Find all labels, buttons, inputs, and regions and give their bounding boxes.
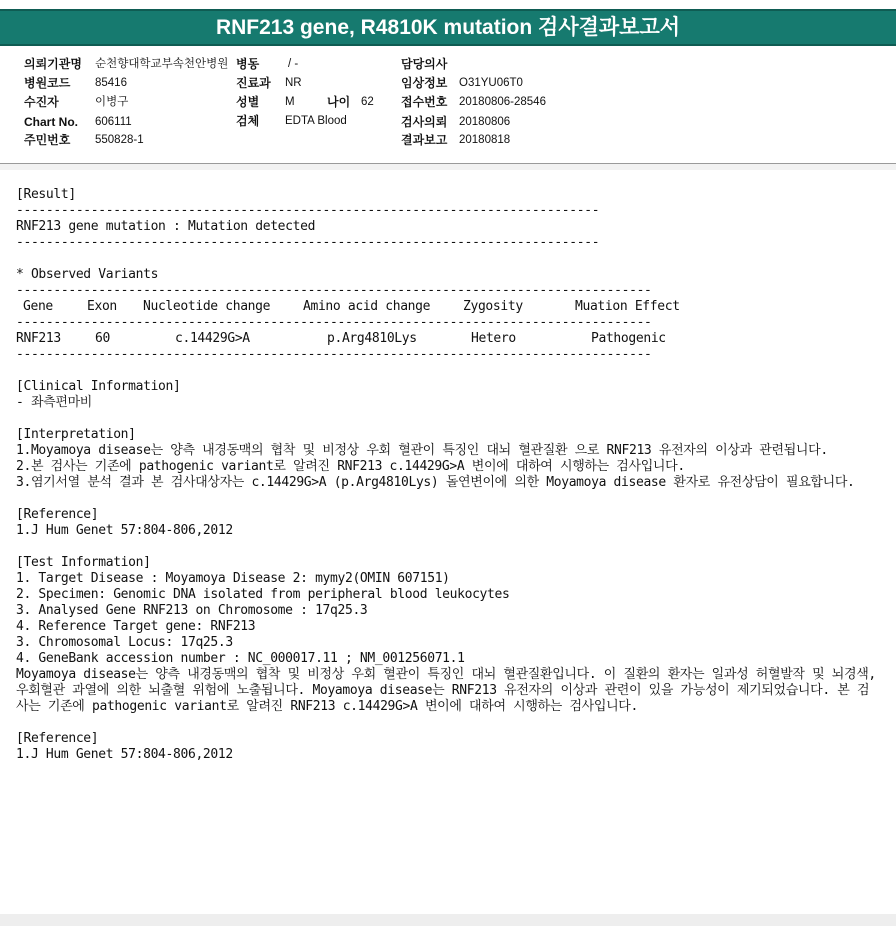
report-header — [0, 52, 896, 164]
dash-rule: ------------------------------------------------------------------------------ — [16, 235, 600, 250]
sex-value: M — [285, 96, 295, 108]
variants-heading: * Observed Variants — [16, 267, 159, 282]
interpretation-item: 2.본 검사는 기존에 pathogenic variant로 알려진 RNF213 c.14429G>A 변이에 대하여 시행하는 검사입니다. — [16, 459, 685, 474]
chart-no-label: Chart No. — [24, 115, 78, 129]
report-body — [16, 187, 876, 763]
test-info-item: 4. GeneBank accession number : NC_000017.11 ; NM_001256071.1 — [16, 651, 465, 666]
patient-value: 이병구 — [95, 96, 129, 108]
dash-rule: ------------------------------------------------------------------------------------- — [16, 283, 652, 298]
table-row — [16, 331, 876, 347]
cell-zygosity: Hetero — [471, 331, 516, 346]
col-zygosity: Zygosity — [463, 299, 523, 314]
result-line: RNF213 gene mutation : Mutation detected — [16, 219, 316, 234]
reference-heading: [Reference] — [16, 731, 99, 746]
result-report-value: 20180818 — [459, 134, 511, 146]
department-value: NR — [285, 77, 302, 89]
cell-nucleotide: c.14429G>A — [175, 331, 250, 346]
clinical-text: - 좌측편마비 — [16, 395, 92, 410]
header-shade — [0, 164, 896, 170]
cell-amino-acid: p.Arg4810Lys — [327, 331, 417, 346]
specimen-label: 검체 — [236, 114, 260, 128]
dash-rule: ------------------------------------------------------------------------------------- — [16, 347, 652, 362]
reference-item: 1.J Hum Genet 57:804-806,2012 — [16, 523, 233, 538]
requesting-org-label: 의뢰기관명 — [24, 57, 82, 71]
ward-label: 병동 — [236, 57, 260, 71]
receipt-no-label: 접수번호 — [401, 95, 448, 109]
reference-item: 1.J Hum Genet 57:804-806,2012 — [16, 747, 233, 762]
col-effect: Muation Effect — [575, 299, 680, 314]
clinical-heading: [Clinical Information] — [16, 379, 181, 394]
resident-no-label: 주민번호 — [24, 133, 71, 147]
test-info-item: 1. Target Disease : Moyamoya Disease 2: mymy2(OMIN 607151) — [16, 571, 450, 586]
specimen-value: EDTA Blood — [285, 115, 347, 127]
test-info-item: 4. Reference Target gene: RNF213 — [16, 619, 256, 634]
col-gene: Gene — [23, 299, 53, 314]
dash-rule: ------------------------------------------------------------------------------------- — [16, 315, 652, 330]
clinical-info-label: 임상정보 — [401, 76, 448, 90]
cell-effect: Pathogenic — [591, 331, 666, 346]
interpretation-item: 3.염기서열 분석 결과 본 검사대상자는 c.14429G>A (p.Arg4810Lys) 돌연변이에 의한 Moyamoya disease 환자로 유전상담이 필요합니다. — [16, 475, 855, 490]
reference-heading: [Reference] — [16, 507, 99, 522]
cell-exon: 60 — [95, 331, 110, 346]
test-info-paragraph: Moyamoya disease는 양측 내경동맥의 협착 및 비정상 우회 혈관이 특징인 대뇌 혈관질환입니다. 이 질환의 환자는 일과성 허혈발작 및 뇌경색, 우회혈관 과열에 의한 뇌출혈 위험에 노출됩니다. Moyamoya disease는 RNF213 유전자의 이상과 관련이 있을 가능성이 제기되었습니다. 본 검사는 기존에 pathogenic variant로 알려진 RNF213 c.14429G>A 변이에 대하여 시행하는 검사입니다. — [16, 667, 876, 714]
hospital-code-label: 병원코드 — [24, 76, 71, 90]
resident-no-value: 550828-1 — [95, 134, 144, 146]
result-report-label: 결과보고 — [401, 133, 448, 147]
age-value: 62 — [361, 96, 374, 108]
col-nucleotide: Nucleotide change — [143, 299, 271, 314]
test-info-item: 2. Specimen: Genomic DNA isolated from peripheral blood leukocytes — [16, 587, 510, 602]
interpretation-item: 1.Moyamoya disease는 양측 내경동맥의 협착 및 비정상 우회 혈관이 특징인 대뇌 혈관질환 으로 RNF213 유전자의 이상과 관련됩니다. — [16, 443, 828, 458]
page-footer-bar — [0, 914, 896, 926]
requesting-org-value: 순천향대학교부속천안병원 — [95, 58, 229, 70]
report-title: RNF213 gene, R4810K mutation 검사결과보고서 — [0, 9, 896, 46]
variants-header-row — [16, 299, 876, 315]
sex-label: 성별 — [236, 95, 260, 109]
dash-rule: ------------------------------------------------------------------------------ — [16, 203, 600, 218]
ward-value: / - — [288, 58, 299, 70]
clinical-info-value: O31YU06T0 — [459, 77, 523, 89]
department-label: 진료과 — [236, 76, 271, 90]
cell-gene: RNF213 — [16, 331, 61, 346]
test-info-heading: [Test Information] — [16, 555, 151, 570]
test-info-item: 3. Analysed Gene RNF213 on Chromosome : 17q25.3 — [16, 603, 368, 618]
result-heading: [Result] — [16, 187, 76, 202]
col-amino-acid: Amino acid change — [303, 299, 431, 314]
chart-no-value: 606111 — [95, 116, 132, 128]
age-label: 나이 — [327, 95, 351, 109]
test-info-item: 3. Chromosomal Locus: 17q25.3 — [16, 635, 233, 650]
attending-label: 담당의사 — [401, 57, 448, 71]
col-exon: Exon — [87, 299, 117, 314]
test-request-value: 20180806 — [459, 116, 511, 128]
receipt-no-value: 20180806-28546 — [459, 96, 546, 108]
test-request-label: 검사의뢰 — [401, 115, 448, 129]
interpretation-heading: [Interpretation] — [16, 427, 136, 442]
hospital-code-value: 85416 — [95, 77, 127, 89]
patient-label: 수진자 — [24, 95, 59, 109]
